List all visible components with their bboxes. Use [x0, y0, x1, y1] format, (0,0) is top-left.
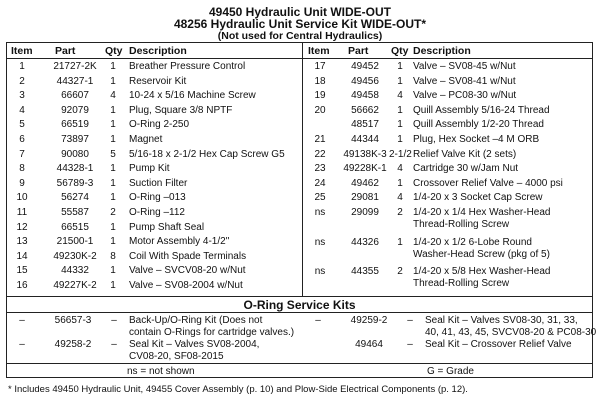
description: Quill Assembly 5/16-24 Thread — [413, 104, 550, 116]
part-number: 21500-1 — [56, 236, 94, 248]
description: O-Ring 2-250 — [129, 119, 190, 131]
item-number: ns — [314, 236, 326, 248]
part-number: 92079 — [61, 104, 89, 116]
quantity: 1 — [397, 119, 403, 131]
kits-top-rule — [7, 296, 592, 297]
part-number: 66515 — [61, 221, 89, 233]
part-number: 55587 — [61, 207, 89, 218]
part-number: 44327-1 — [56, 75, 94, 87]
item-number: 22 — [314, 148, 326, 160]
part-number: 49228K-1 — [343, 163, 387, 175]
item-number: 1 — [19, 61, 25, 72]
part-number: 49456 — [351, 75, 379, 87]
description: O-Ring –013 — [129, 192, 186, 204]
kit-part-number: 49259-2 — [350, 315, 388, 326]
header-part-right: Part — [348, 45, 369, 57]
part-number: 49230K-2 — [53, 250, 97, 262]
quantity: 1 — [110, 280, 116, 291]
item-number: 8 — [19, 163, 25, 175]
header-qty: Qty — [105, 45, 123, 57]
kit-description-continued: contain O-Rings for cartridge valves.) — [129, 327, 295, 338]
part-number: 66607 — [61, 90, 89, 102]
quantity: 4 — [397, 192, 403, 204]
kit-description: Seal Kit – Valves SV08-2004, — [129, 339, 260, 350]
part-number: 29099 — [351, 207, 379, 218]
description: O-Ring –112 — [129, 207, 185, 218]
footnote: * Includes 49450 Hydraulic Unit, 49455 Cover Assembly (p. 10) and Plow-Side Electrical Components (p. 12). — [8, 384, 468, 395]
part-number: 21727-2K — [53, 61, 97, 72]
part-number: 90080 — [61, 148, 89, 160]
quantity: 1 — [110, 192, 116, 204]
quantity: 1 — [110, 265, 116, 277]
kit-part-number: 56657-3 — [54, 315, 92, 326]
item-number: ns — [314, 266, 326, 277]
description: Valve – SV08-2004 w/Nut — [129, 280, 243, 291]
parts-table — [6, 42, 597, 378]
kits-title-rule — [7, 312, 592, 313]
description: Quill Assembly 1/2-20 Thread — [413, 119, 544, 131]
part-number: 49138K-3 — [343, 148, 387, 160]
quantity: 1 — [110, 61, 116, 72]
service-kit-title: 48256 Hydraulic Unit Service Kit WIDE-OUT* — [173, 17, 427, 31]
description: 1/4-20 x 1/2 6-Lobe Round — [413, 236, 532, 248]
description-continued: Thread-Rolling Screw — [413, 219, 510, 230]
part-number: 73897 — [61, 134, 89, 145]
item-number: 25 — [314, 192, 326, 204]
kit-part-number: 49464 — [355, 339, 383, 350]
quantity: 1 — [397, 236, 403, 248]
part-number: 49227K-2 — [53, 280, 97, 291]
description: Suction Filter — [129, 177, 188, 189]
quantity: 1 — [110, 75, 116, 87]
item-number: 5 — [19, 119, 25, 131]
quantity: 2 — [110, 207, 116, 218]
description: Breather Pressure Control — [129, 61, 246, 72]
quantity: 2-1/2 — [389, 148, 412, 160]
description: Plug, Square 3/8 NPTF — [129, 104, 233, 116]
description: Valve – SV08-45 w/Nut — [413, 61, 516, 72]
quantity: 1 — [110, 236, 116, 248]
kit-description: Seal Kit – Crossover Relief Valve — [425, 339, 572, 350]
quantity: 1 — [397, 134, 403, 145]
part-number: 44344 — [351, 134, 379, 145]
quantity: 1 — [397, 177, 403, 189]
header-description: Description — [129, 45, 187, 57]
item-number: 17 — [314, 61, 326, 72]
kit-qty: – — [111, 339, 117, 350]
quantity: 1 — [397, 75, 403, 87]
header-part: Part — [55, 45, 76, 57]
header-item-right: Item — [308, 45, 330, 57]
part-number: 66519 — [61, 119, 89, 131]
unit-title: 49450 Hydraulic Unit WIDE-OUT — [208, 5, 392, 19]
part-number: 29081 — [351, 192, 379, 204]
legend-grade: G = Grade — [427, 366, 474, 377]
kit-qty: – — [407, 315, 413, 326]
quantity: 4 — [397, 90, 403, 102]
part-number: 49458 — [351, 90, 379, 102]
part-number: 49452 — [351, 61, 379, 72]
description: 10-24 x 5/16 Machine Screw — [129, 90, 256, 102]
description: Valve – PC08-30 w/Nut — [413, 90, 517, 102]
item-number: 23 — [314, 163, 326, 175]
description: Magnet — [129, 134, 163, 145]
kit-description-continued: 40, 41, 43, 45, SVCV08-20 & PC08-30 — [425, 327, 597, 338]
part-number: 56274 — [61, 192, 89, 204]
item-number: 13 — [16, 236, 28, 248]
description: Valve – SVCV08-20 w/Nut — [129, 265, 246, 277]
quantity: 1 — [110, 221, 116, 233]
description: 1/4-20 x 3 Socket Cap Screw — [413, 192, 543, 204]
description: Valve – SV08-41 w/Nut — [413, 75, 516, 87]
item-number: 12 — [16, 221, 28, 233]
legend-not-shown: ns = not shown — [127, 366, 195, 377]
quantity: 1 — [110, 177, 116, 189]
description: Pump Shaft Seal — [129, 221, 205, 233]
description: Relief Valve Kit (2 sets) — [413, 148, 517, 160]
kit-item: – — [19, 315, 25, 326]
description: Cartridge 30 w/Jam Nut — [413, 163, 519, 175]
part-number: 56662 — [351, 104, 379, 116]
description: 1/4-20 x 5/8 Hex Washer-Head — [413, 266, 551, 277]
item-number: 16 — [16, 280, 28, 291]
description: Reservoir Kit — [129, 75, 187, 87]
item-number: 21 — [314, 134, 326, 145]
quantity: 1 — [110, 163, 116, 175]
description: Plug, Hex Socket –4 M ORB — [413, 134, 540, 145]
description: 5/16-18 x 2-1/2 Hex Cap Screw G5 — [129, 148, 285, 160]
legend-rule — [7, 363, 592, 364]
kit-description: Back-Up/O-Ring Kit (Does not — [129, 315, 263, 326]
part-number: 44328-1 — [56, 163, 94, 175]
usage-note: (Not used for Central Hydraulics) — [217, 30, 383, 42]
item-number: 10 — [16, 192, 28, 204]
item-number: 20 — [314, 104, 326, 116]
quantity: 4 — [397, 163, 403, 175]
kit-qty: – — [111, 315, 117, 326]
part-number: 48517 — [351, 119, 379, 131]
quantity: 8 — [110, 250, 116, 262]
quantity: 1 — [110, 134, 116, 145]
kit-qty: – — [407, 339, 413, 350]
item-number: 2 — [19, 75, 25, 87]
description-continued: Thread-Rolling Screw — [413, 278, 510, 289]
quantity: 5 — [110, 148, 116, 160]
quantity: 1 — [110, 119, 116, 131]
header-item: Item — [11, 45, 33, 57]
item-number: 7 — [19, 148, 25, 160]
item-number: 18 — [314, 75, 326, 87]
item-number: 11 — [16, 207, 28, 218]
quantity: 1 — [397, 61, 403, 72]
part-number: 56789-3 — [56, 177, 94, 189]
item-number: 15 — [16, 265, 28, 277]
part-number: 44332 — [61, 265, 89, 277]
item-number: ns — [314, 207, 326, 218]
description: Crossover Relief Valve – 4000 psi — [413, 177, 563, 189]
quantity: 4 — [110, 90, 116, 102]
description: Coil With Spade Terminals — [129, 250, 247, 262]
part-number: 44355 — [351, 266, 379, 277]
item-number: 9 — [19, 177, 25, 189]
quantity: 1 — [397, 104, 403, 116]
item-number: 4 — [19, 104, 25, 116]
header-description-right: Description — [413, 45, 471, 57]
header-rule — [7, 58, 592, 59]
kits-title: O-Ring Service Kits — [243, 298, 356, 312]
kit-description-continued: CV08-20, SF08-2015 — [129, 351, 224, 362]
description: Pump Kit — [129, 163, 170, 175]
quantity: 2 — [397, 266, 403, 277]
kit-item: – — [19, 339, 25, 350]
part-number: 44326 — [351, 236, 379, 248]
kit-part-number: 49258-2 — [54, 339, 92, 350]
item-number: 6 — [19, 134, 25, 145]
kit-description: Seal Kit – Valves SV08-30, 31, 33, — [425, 315, 578, 326]
quantity: 1 — [110, 104, 116, 116]
quantity: 2 — [397, 207, 403, 218]
item-number: 3 — [19, 90, 25, 102]
item-number: 14 — [16, 250, 28, 262]
kit-item: – — [315, 315, 321, 326]
part-number: 49462 — [351, 177, 379, 189]
header-qty-right: Qty — [391, 45, 409, 57]
description: Motor Assembly 4-1/2" — [129, 236, 230, 248]
item-number: 19 — [314, 90, 326, 102]
description: 1/4-20 x 1/4 Hex Washer-Head — [413, 207, 551, 218]
description-continued: Washer-Head Screw (pkg of 5) — [413, 248, 550, 260]
item-number: 24 — [314, 177, 326, 189]
